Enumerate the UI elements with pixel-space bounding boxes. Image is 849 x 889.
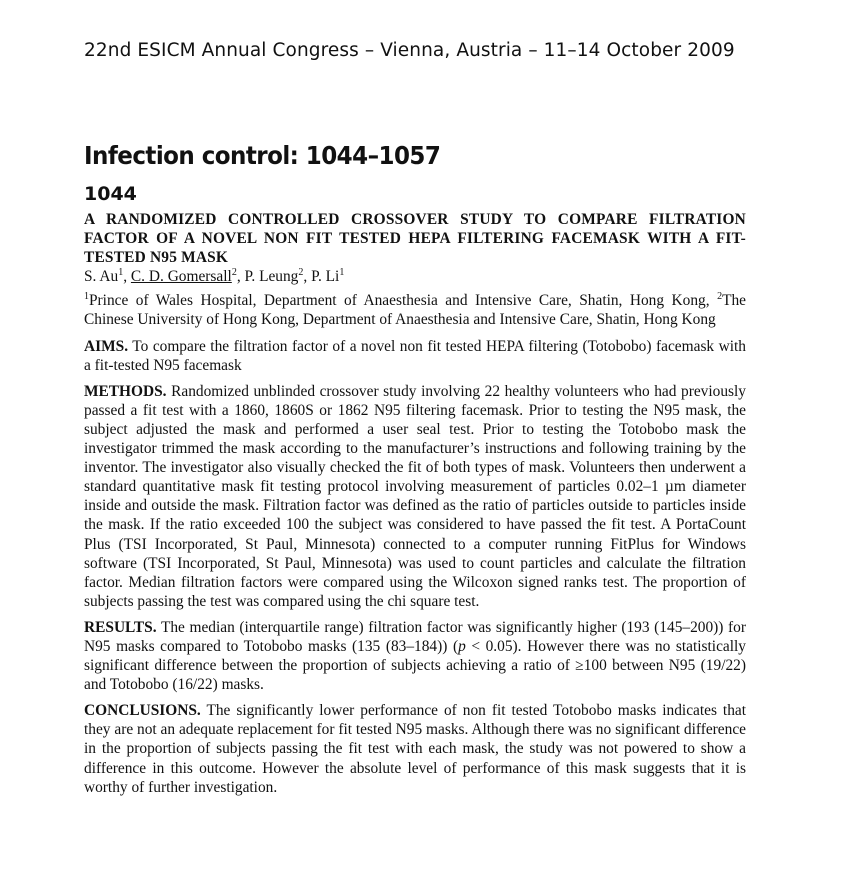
aims-paragraph — [84, 337, 746, 375]
affiliation-2: The Chinese University of Hong Kong, Department of Anaesthesia and Intensive Care, Shatin, Hong Kong — [84, 292, 746, 329]
affiliations — [84, 291, 746, 329]
abstract-title: A RANDOMIZED CONTROLLED CROSSOVER STUDY TO COMPARE FILTRATION FACTOR OF A NOVEL NON FIT TESTED HEPA FILTERING FACEMASK WITH A FIT-TESTED N95 MASK — [84, 211, 746, 267]
conclusions-text: The significantly lower performance of non fit tested Totobobo masks indicates that they are not an adequate replacement for fit tested N95 masks. Although there was no significant difference in the proportion of subjects passing the fit test with each mask, the study was not powered to show a difference in this outcome. However the absolute level of performance of this mask suggests that it is worthy of further investigation. — [84, 702, 746, 796]
author: P. Leung — [244, 268, 299, 286]
p-value-symbol: p — [458, 637, 466, 655]
author-affiliation-mark: 1 — [118, 267, 124, 279]
abstract-body — [84, 210, 746, 804]
section-title: Infection control: 1044–1057 — [84, 141, 441, 170]
presenting-author: C. D. Gomersall — [130, 268, 232, 286]
methods-text: Randomized unblinded crossover study involving 22 healthy volunteers who had previously passed a fit test with a 1860, 1860S or 1862 N95 filtering facemask. Prior to testing the N95 mask, the subject adjusted the mask and performed a user seal test. Prior to testing the Totobobo mask the investigator trimmed the mask according to the manufacturer’s instructions and following training by the inventor. The investigator also visually checked the fit of both types of mask. Volunteers then underwent a standard quantitative mask fit testing protocol involving measurement of particles 0.02–1 µm diameter inside and outside the mask. Filtration factor was defined as the ratio of particles outside to particles inside the mask. If the ratio exceeded 100 the subject was considered to have passed the fit test. A PortaCount Plus (TSI Incorporated, St Paul, Minnesota) connected to a computer running FitPlus for Windows software (TSI Incorporated, St Paul, Minnesota) was used to count particles and calculate the filtration factor. Median filtration factors were compared using the Wilcoxon signed ranks test. The proportion of subjects passing the test was compared using the chi square test. — [84, 382, 746, 610]
affiliation-1: Prince of Wales Hospital, Department of Anaesthesia and Intensive Care, Shatin, Hong Kong, — [89, 292, 718, 310]
author-list — [84, 267, 746, 286]
results-text-cont: < 0.05). However there was no statistically significant difference between the proportion of subjects achieving a ratio of ≥100 between N95 (19/22) and Totobobo (16/22) masks. — [84, 637, 746, 694]
author: S. Au — [84, 268, 119, 286]
abstract-number: 1044 — [84, 183, 137, 205]
results-paragraph — [84, 618, 746, 694]
author-affiliation-mark: 2 — [298, 267, 304, 279]
affiliation-mark: 2 — [717, 291, 723, 303]
results-label: RESULTS. — [84, 618, 157, 636]
aims-label: AIMS. — [84, 337, 129, 355]
conclusions-paragraph — [84, 701, 746, 796]
author-separator: , — [236, 268, 245, 286]
author: P. Li — [311, 268, 340, 286]
author-affiliation-mark: 1 — [339, 267, 345, 279]
affiliation-mark: 1 — [84, 291, 89, 303]
results-text: The median (interquartile range) filtration factor was significantly higher (193 (145–200)) for N95 masks compared to Totobobo masks (135 (83–184)) ( — [84, 618, 746, 655]
running-head: 22nd ESICM Annual Congress – Vienna, Austria – 11–14 October 2009 — [84, 40, 735, 61]
methods-label: METHODS. — [84, 382, 167, 400]
conclusions-label: CONCLUSIONS. — [84, 702, 201, 720]
author-affiliation-mark: 2 — [231, 267, 237, 279]
author-separator: , — [123, 268, 131, 286]
author-separator: , — [303, 268, 312, 286]
methods-paragraph — [84, 382, 746, 611]
aims-text: To compare the filtration factor of a novel non fit tested HEPA filtering (Totobobo) facemask with a fit-tested N95 facemask — [84, 337, 746, 374]
